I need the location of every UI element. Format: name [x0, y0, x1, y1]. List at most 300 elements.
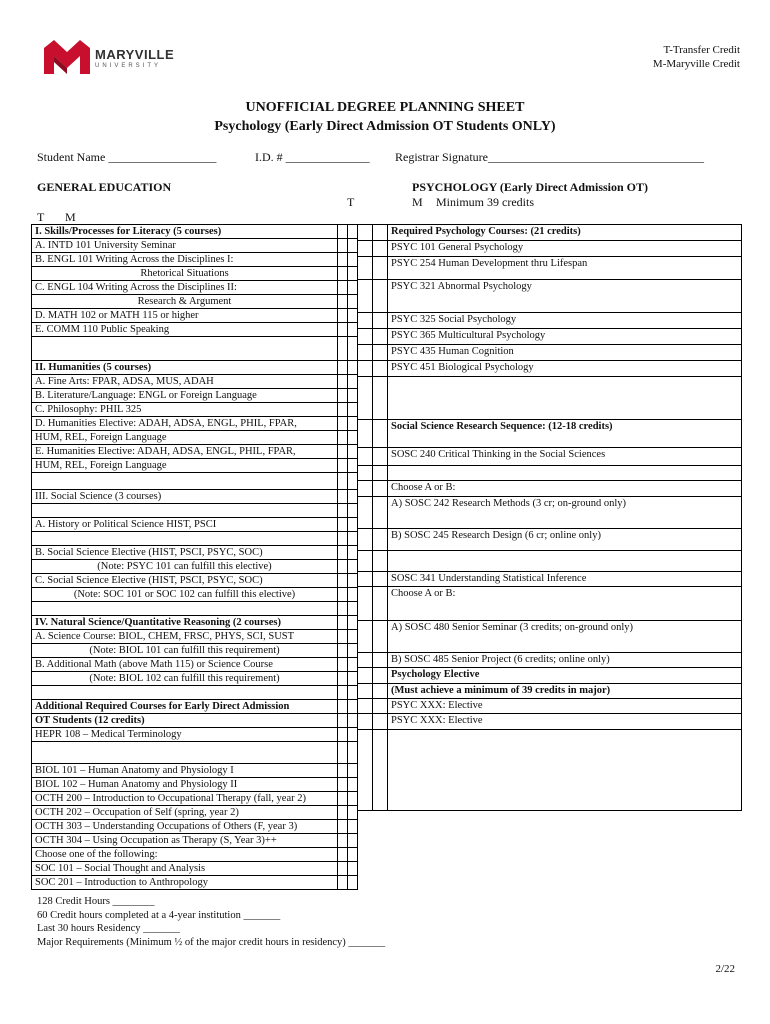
course-cell: Research & Argument [32, 295, 338, 309]
maryville-credit-cell[interactable] [373, 551, 388, 572]
course-cell: A. Fine Arts: FPAR, ADSA, MUS, ADAH [32, 375, 338, 389]
course-cell: E. Humanities Elective: ADAH, ADSA, ENGL, PHIL, FPAR, [32, 445, 338, 459]
transfer-credit-cell[interactable] [338, 459, 348, 473]
transfer-credit-cell[interactable] [358, 280, 373, 313]
course-cell: (Must achieve a minimum of 39 credits in major) [388, 684, 742, 699]
table-row [358, 345, 742, 361]
table-row [358, 684, 742, 699]
transfer-credit-cell[interactable] [338, 445, 348, 459]
table-row [32, 630, 358, 644]
transfer-credit-cell[interactable] [338, 337, 348, 361]
course-cell: Rhetorical Situations [32, 267, 338, 281]
maryville-credit-cell[interactable] [373, 466, 388, 481]
maryville-credit-cell[interactable] [373, 377, 388, 420]
transfer-credit-cell[interactable] [338, 728, 348, 742]
transfer-credit-cell[interactable] [358, 345, 373, 361]
course-cell: B. Social Science Elective (HIST, PSCI, PSYC, SOC) [32, 546, 338, 560]
course-cell: SOC 101 – Social Thought and Analysis [32, 862, 338, 876]
table-row [32, 295, 358, 309]
table-row [32, 417, 358, 431]
table-row [32, 764, 358, 778]
table-row [358, 668, 742, 684]
table-row [358, 699, 742, 714]
course-cell: A) SOSC 242 Research Methods (3 cr; on-ground only) [388, 497, 742, 529]
student-name-field[interactable]: Student Name __________________ [37, 150, 217, 164]
course-cell: (Note: BIOL 102 can fulfill this requirement) [32, 672, 338, 686]
transfer-credit-cell[interactable] [338, 281, 348, 295]
course-cell: E. COMM 110 Public Speaking [32, 323, 338, 337]
table-row [32, 375, 358, 389]
maryville-credit-cell[interactable] [348, 560, 358, 574]
maryville-credit-cell[interactable] [348, 588, 358, 602]
transfer-credit-cell[interactable] [338, 644, 348, 658]
maryville-credit-cell[interactable] [348, 602, 358, 616]
transfer-credit-cell[interactable] [338, 658, 348, 672]
maryville-credit-cell[interactable] [373, 280, 388, 313]
maryville-credit-cell[interactable] [373, 345, 388, 361]
page-number: 2/22 [715, 963, 735, 975]
maryville-credit-cell[interactable] [373, 714, 388, 730]
course-cell: BIOL 101 – Human Anatomy and Physiology I [32, 764, 338, 778]
transfer-credit-cell[interactable] [338, 820, 348, 834]
transfer-credit-cell[interactable] [338, 834, 348, 848]
course-cell: A. History or Political Science HIST, PSCI [32, 518, 338, 532]
transfer-credit-cell[interactable] [338, 862, 348, 876]
maryville-credit-cell[interactable] [348, 431, 358, 445]
transfer-credit-cell[interactable] [338, 518, 348, 532]
maryville-credit-cell[interactable] [373, 699, 388, 714]
maryville-credit-cell[interactable] [348, 546, 358, 560]
table-row [32, 728, 358, 742]
course-cell [32, 532, 338, 546]
course-cell: Choose one of the following: [32, 848, 338, 862]
course-cell [32, 686, 338, 700]
course-cell [32, 504, 338, 518]
page-subtitle: Psychology (Early Direct Admission OT Students ONLY) [214, 119, 556, 134]
table-row [32, 490, 358, 504]
course-cell: (Note: PSYC 101 can fulfill this elective) [32, 560, 338, 574]
course-cell: HUM, REL, Foreign Language [32, 431, 338, 445]
table-row [32, 672, 358, 686]
course-cell [32, 473, 338, 490]
course-cell [388, 466, 742, 481]
table-row [32, 714, 358, 728]
maryville-credit-cell[interactable] [373, 730, 388, 811]
maryville-credit-cell[interactable] [373, 257, 388, 280]
transfer-credit-cell[interactable] [338, 778, 348, 792]
maryville-credit-cell[interactable] [348, 403, 358, 417]
transfer-credit-cell[interactable] [338, 267, 348, 281]
psychology-heading: PSYCHOLOGY (Early Direct Admission OT) [412, 180, 649, 194]
table-row [358, 361, 742, 377]
transfer-credit-cell[interactable] [338, 532, 348, 546]
course-cell: OT Students (12 credits) [32, 714, 338, 728]
maryville-credit-cell[interactable] [348, 862, 358, 876]
course-cell: PSYC 325 Social Psychology [388, 313, 742, 329]
transfer-credit-cell[interactable] [338, 588, 348, 602]
transfer-credit-cell[interactable] [358, 714, 373, 730]
maryville-credit-cell[interactable] [348, 616, 358, 630]
table-row [358, 572, 742, 587]
maryville-credit-cell[interactable] [348, 764, 358, 778]
table-row [358, 377, 742, 420]
table-row [32, 323, 358, 337]
table-row [358, 241, 742, 257]
table-row [32, 658, 358, 672]
maryville-credit-cell[interactable] [373, 529, 388, 551]
table-row [358, 329, 742, 345]
transfer-credit-cell[interactable] [358, 361, 373, 377]
course-cell: OCTH 303 – Understanding Occupations of Others (F, year 3) [32, 820, 338, 834]
transfer-credit-cell[interactable] [358, 257, 373, 280]
transfer-credit-cell[interactable] [358, 497, 373, 529]
transfer-credit-cell[interactable] [338, 417, 348, 431]
maryville-credit-key: M-Maryville Credit [652, 58, 740, 70]
table-row [32, 778, 358, 792]
transfer-credit-cell[interactable] [358, 329, 373, 345]
maryville-credit-cell[interactable] [348, 417, 358, 431]
transfer-credit-cell[interactable] [338, 742, 348, 764]
maryville-credit-cell[interactable] [373, 587, 388, 621]
transfer-credit-cell[interactable] [338, 764, 348, 778]
transfer-credit-cell[interactable] [358, 377, 373, 420]
course-cell: B. Literature/Language: ENGL or Foreign Language [32, 389, 338, 403]
transfer-credit-cell[interactable] [358, 699, 373, 714]
course-cell: A. Science Course: BIOL, CHEM, FRSC, PHYS, SCI, SUST [32, 630, 338, 644]
transfer-credit-cell[interactable] [358, 448, 373, 466]
transfer-credit-cell[interactable] [358, 621, 373, 653]
table-row [32, 820, 358, 834]
table-row [32, 742, 358, 764]
table-row [358, 621, 742, 653]
transfer-credit-cell[interactable] [338, 792, 348, 806]
four-year-credit-hours: 60 Credit hours completed at a 4-year institution _______ [37, 909, 281, 921]
maryville-credit-cell[interactable] [348, 778, 358, 792]
table-row [32, 876, 358, 890]
transfer-credit-cell[interactable] [338, 389, 348, 403]
general-education-table [31, 224, 358, 890]
maryville-credit-cell[interactable] [373, 241, 388, 257]
course-cell: D. Humanities Elective: ADAH, ADSA, ENGL, PHIL, FPAR, [32, 417, 338, 431]
transfer-credit-cell[interactable] [338, 309, 348, 323]
logo-sub: UNIVERSITY [95, 63, 162, 69]
course-cell: PSYC 365 Multicultural Psychology [388, 329, 742, 345]
maryville-credit-cell[interactable] [373, 329, 388, 345]
course-cell: B) SOSC 245 Research Design (6 cr; online only) [388, 529, 742, 551]
course-cell: BIOL 102 – Human Anatomy and Physiology II [32, 778, 338, 792]
transfer-credit-cell[interactable] [338, 361, 348, 375]
course-cell: II. Humanities (5 courses) [32, 361, 338, 375]
course-cell: Social Science Research Sequence: (12-18 credits) [388, 420, 742, 448]
table-row [32, 518, 358, 532]
maryville-credit-cell[interactable] [348, 820, 358, 834]
table-row [32, 309, 358, 323]
transfer-credit-cell[interactable] [338, 546, 348, 560]
table-row [358, 420, 742, 448]
right-t-label: T [347, 195, 355, 209]
maryville-credit-cell[interactable] [373, 572, 388, 587]
table-row [358, 280, 742, 313]
transfer-credit-cell[interactable] [338, 431, 348, 445]
maryville-credit-cell[interactable] [348, 714, 358, 728]
maryville-credit-cell[interactable] [348, 267, 358, 281]
transfer-credit-cell[interactable] [338, 574, 348, 588]
table-row [32, 403, 358, 417]
maryville-credit-cell[interactable] [348, 644, 358, 658]
transfer-credit-cell[interactable] [358, 313, 373, 329]
registrar-signature-field[interactable]: Registrar Signature____________________________________ [395, 150, 704, 164]
transfer-credit-cell[interactable] [338, 375, 348, 389]
maryville-credit-cell[interactable] [373, 361, 388, 377]
transfer-credit-cell[interactable] [358, 481, 373, 497]
transfer-credit-cell[interactable] [338, 672, 348, 686]
course-cell: Psychology Elective [388, 668, 742, 684]
maryville-credit-cell[interactable] [348, 473, 358, 490]
course-cell: III. Social Science (3 courses) [32, 490, 338, 504]
transfer-credit-cell[interactable] [338, 295, 348, 309]
table-row [358, 257, 742, 280]
table-row [32, 225, 358, 239]
table-row [32, 361, 358, 375]
maryville-credit-cell[interactable] [348, 574, 358, 588]
transfer-credit-cell[interactable] [338, 239, 348, 253]
table-row [32, 862, 358, 876]
course-cell [32, 742, 338, 764]
table-row [32, 546, 358, 560]
maryville-credit-cell[interactable] [373, 684, 388, 699]
maryville-credit-cell[interactable] [373, 497, 388, 529]
transfer-credit-cell[interactable] [338, 714, 348, 728]
table-row [32, 686, 358, 700]
table-row [358, 448, 742, 466]
table-row [32, 473, 358, 490]
maryville-credit-cell[interactable] [348, 728, 358, 742]
maryville-credit-cell[interactable] [348, 445, 358, 459]
table-row [32, 616, 358, 630]
maryville-credit-cell[interactable] [348, 700, 358, 714]
maryville-credit-cell[interactable] [373, 225, 388, 241]
transfer-credit-cell[interactable] [338, 323, 348, 337]
table-row [32, 806, 358, 820]
course-cell: B. Additional Math (above Math 115) or Science Course [32, 658, 338, 672]
maryville-credit-cell[interactable] [373, 420, 388, 448]
residency-hours: Last 30 hours Residency _______ [37, 923, 180, 934]
transfer-credit-cell[interactable] [358, 572, 373, 587]
maryville-credit-cell[interactable] [348, 504, 358, 518]
table-row [32, 532, 358, 546]
course-cell: A) SOSC 480 Senior Seminar (3 credits; on-ground only) [388, 621, 742, 653]
maryville-credit-cell[interactable] [348, 375, 358, 389]
table-row [32, 560, 358, 574]
maryville-credit-cell[interactable] [348, 281, 358, 295]
transfer-credit-cell[interactable] [358, 225, 373, 241]
maryville-credit-cell[interactable] [348, 672, 358, 686]
maryville-credit-cell[interactable] [348, 309, 358, 323]
table-row [32, 792, 358, 806]
course-cell: PSYC 254 Human Development thru Lifespan [388, 257, 742, 280]
total-credit-hours: 128 Credit Hours ________ [37, 896, 155, 907]
right-m-label: M [412, 195, 423, 209]
maryville-credit-cell[interactable] [373, 621, 388, 653]
course-cell: D. MATH 102 or MATH 115 or higher [32, 309, 338, 323]
table-row [358, 313, 742, 329]
table-row [32, 644, 358, 658]
course-cell: PSYC XXX: Elective [388, 699, 742, 714]
transfer-credit-cell[interactable] [358, 684, 373, 699]
table-row [358, 466, 742, 481]
table-row [32, 239, 358, 253]
maryville-credit-cell[interactable] [348, 742, 358, 764]
maryville-credit-cell[interactable] [348, 848, 358, 862]
transfer-credit-cell[interactable] [358, 551, 373, 572]
table-row [32, 253, 358, 267]
course-cell: HEPR 108 – Medical Terminology [32, 728, 338, 742]
course-cell: OCTH 202 – Occupation of Self (spring, year 2) [32, 806, 338, 820]
maryville-credit-cell[interactable] [373, 653, 388, 668]
maryville-credit-cell[interactable] [348, 630, 358, 644]
transfer-credit-cell[interactable] [338, 225, 348, 239]
table-row [358, 529, 742, 551]
left-t-label: T [37, 210, 45, 224]
maryville-credit-cell[interactable] [348, 239, 358, 253]
maryville-credit-cell[interactable] [348, 876, 358, 890]
transfer-credit-key: T-Transfer Credit [663, 44, 740, 56]
course-cell: PSYC 321 Abnormal Psychology [388, 280, 742, 313]
course-cell: PSYC 435 Human Cognition [388, 345, 742, 361]
course-cell: C. ENGL 104 Writing Across the Disciplines II: [32, 281, 338, 295]
id-field[interactable]: I.D. # ______________ [255, 150, 370, 164]
maryville-credit-cell[interactable] [348, 361, 358, 375]
maryville-credit-cell[interactable] [348, 295, 358, 309]
maryville-credit-cell[interactable] [348, 323, 358, 337]
course-cell: HUM, REL, Foreign Language [32, 459, 338, 473]
transfer-credit-cell[interactable] [338, 616, 348, 630]
transfer-credit-cell[interactable] [338, 403, 348, 417]
table-row [358, 481, 742, 497]
major-residency-requirement: Major Requirements (Minimum ½ of the major credit hours in residency) _______ [37, 936, 386, 948]
maryville-credit-cell[interactable] [373, 481, 388, 497]
course-cell: B) SOSC 485 Senior Project (6 credits; online only) [388, 653, 742, 668]
maryville-credit-cell[interactable] [348, 459, 358, 473]
transfer-credit-cell[interactable] [358, 668, 373, 684]
course-cell: SOSC 341 Understanding Statistical Inference [388, 572, 742, 587]
transfer-credit-cell[interactable] [338, 806, 348, 820]
course-cell: B. ENGL 101 Writing Across the Disciplines I: [32, 253, 338, 267]
maryville-credit-cell[interactable] [348, 532, 358, 546]
table-row [32, 389, 358, 403]
course-cell: (Note: BIOL 101 can fulfill this requirement) [32, 644, 338, 658]
table-row [32, 267, 358, 281]
course-cell: PSYC XXX: Elective [388, 714, 742, 730]
table-row [32, 445, 358, 459]
table-row [32, 602, 358, 616]
table-row [358, 714, 742, 730]
transfer-credit-cell[interactable] [358, 653, 373, 668]
transfer-credit-cell[interactable] [358, 529, 373, 551]
maryville-credit-cell[interactable] [348, 389, 358, 403]
course-cell [388, 730, 742, 811]
transfer-credit-cell[interactable] [358, 466, 373, 481]
course-cell: OCTH 304 – Using Occupation as Therapy (S, Year 3)++ [32, 834, 338, 848]
course-cell: Choose A or B: [388, 587, 742, 621]
transfer-credit-cell[interactable] [338, 630, 348, 644]
maryville-credit-cell[interactable] [348, 518, 358, 532]
maryville-credit-cell[interactable] [348, 658, 358, 672]
logo-wordmark [95, 47, 174, 69]
transfer-credit-cell[interactable] [358, 241, 373, 257]
course-cell: C. Philosophy: PHIL 325 [32, 403, 338, 417]
course-cell: C. Social Science Elective (HIST, PSCI, PSYC, SOC) [32, 574, 338, 588]
maryville-credit-cell[interactable] [348, 253, 358, 267]
left-m-label: M [65, 210, 76, 224]
transfer-credit-cell[interactable] [338, 560, 348, 574]
general-education-heading: GENERAL EDUCATION [37, 180, 172, 194]
table-row [32, 700, 358, 714]
transfer-credit-cell[interactable] [338, 504, 348, 518]
course-cell [32, 337, 338, 361]
table-row [32, 459, 358, 473]
maryville-credit-cell[interactable] [348, 686, 358, 700]
table-row [358, 587, 742, 621]
minimum-credits: Minimum 39 credits [436, 195, 534, 209]
course-cell: IV. Natural Science/Quantitative Reasoning (2 courses) [32, 616, 338, 630]
transfer-credit-cell[interactable] [338, 490, 348, 504]
logo-name: MARYVILLE [95, 47, 175, 62]
maryville-credit-cell[interactable] [348, 792, 358, 806]
course-cell: (Note: SOC 101 or SOC 102 can fulfill this elective) [32, 588, 338, 602]
table-row [358, 497, 742, 529]
table-row [358, 653, 742, 668]
transfer-credit-cell[interactable] [338, 700, 348, 714]
transfer-credit-cell[interactable] [358, 730, 373, 811]
course-cell: I. Skills/Processes for Literacy (5 courses) [32, 225, 338, 239]
table-row [358, 225, 742, 241]
table-row [358, 730, 742, 811]
maryville-credit-cell[interactable] [373, 448, 388, 466]
maryville-credit-cell[interactable] [373, 313, 388, 329]
transfer-credit-cell[interactable] [338, 876, 348, 890]
table-row [32, 431, 358, 445]
table-row [32, 588, 358, 602]
transfer-credit-cell[interactable] [338, 848, 348, 862]
maryville-credit-cell[interactable] [373, 668, 388, 684]
credit-key [653, 43, 740, 71]
maryville-credit-cell[interactable] [348, 834, 358, 848]
course-cell [388, 551, 742, 572]
transfer-credit-cell[interactable] [338, 253, 348, 267]
maryville-credit-cell[interactable] [348, 337, 358, 361]
maryville-credit-cell[interactable] [348, 490, 358, 504]
credit-summary [37, 895, 385, 949]
maryville-logo-icon [44, 40, 90, 74]
table-row [32, 281, 358, 295]
transfer-credit-cell[interactable] [358, 420, 373, 448]
course-cell: OCTH 200 – Introduction to Occupational Therapy (fall, year 2) [32, 792, 338, 806]
transfer-credit-cell[interactable] [338, 473, 348, 490]
transfer-credit-cell[interactable] [338, 602, 348, 616]
course-cell: A. INTD 101 University Seminar [32, 239, 338, 253]
maryville-credit-cell[interactable] [348, 225, 358, 239]
table-row [358, 551, 742, 572]
transfer-credit-cell[interactable] [338, 686, 348, 700]
course-cell: PSYC 101 General Psychology [388, 241, 742, 257]
course-cell [32, 602, 338, 616]
course-cell: PSYC 451 Biological Psychology [388, 361, 742, 377]
maryville-credit-cell[interactable] [348, 806, 358, 820]
transfer-credit-cell[interactable] [358, 587, 373, 621]
course-cell: Required Psychology Courses: (21 credits) [388, 225, 742, 241]
course-cell: Choose A or B: [388, 481, 742, 497]
